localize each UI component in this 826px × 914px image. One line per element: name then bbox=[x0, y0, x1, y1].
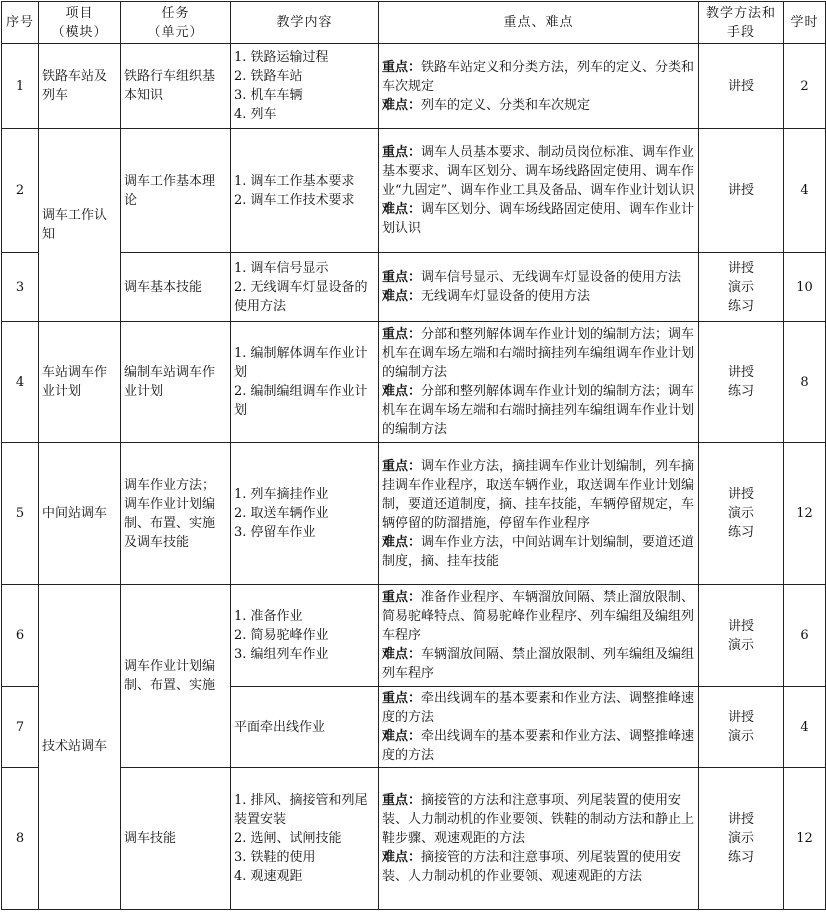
difficulty-text: 调车区划分、调车场线路固定使用、调车作业计划认识 bbox=[382, 202, 695, 236]
content-item: 1. 列车摘挂作业 bbox=[234, 487, 329, 502]
content-item: 4. 观速观距 bbox=[234, 869, 303, 884]
key-cell bbox=[379, 687, 699, 768]
key-text: 准备作业程序、车辆溜放间隔、禁止溜放限制、简易驼峰特点、简易驼峰作业程序、列车编组及编组列车程序 bbox=[382, 590, 695, 643]
difficulty-label: 难点： bbox=[382, 202, 422, 217]
table-row bbox=[2, 768, 826, 910]
content-cell: 平面牵出线作业 bbox=[231, 687, 379, 768]
content-item: 1. 准备作业 bbox=[234, 609, 303, 624]
difficulty-text: 无线调车灯显设备的使用方法 bbox=[421, 289, 591, 304]
method-cell: 讲授 演示 练习 bbox=[699, 768, 784, 910]
content-item: 2. 取送车辆作业 bbox=[234, 506, 329, 521]
key-point bbox=[382, 143, 695, 200]
hours-cell: 12 bbox=[784, 443, 826, 585]
key-label: 重点： bbox=[382, 458, 422, 474]
row-no: 6 bbox=[2, 585, 39, 687]
hours-cell: 6 bbox=[784, 585, 826, 687]
content-item: 3. 编组列车作业 bbox=[234, 647, 329, 662]
content-item: 2. 调车工作技术要求 bbox=[234, 192, 355, 208]
difficulty-text: 摘接管的方法和注意事项、列尾装置的使用安装、人力制动机的作业要领、观速观距的方法 bbox=[382, 850, 682, 884]
difficulty-label: 难点： bbox=[382, 97, 422, 113]
key-point bbox=[382, 58, 695, 96]
content-item: 2. 简易驼峰作业 bbox=[234, 628, 329, 643]
table-row bbox=[2, 253, 826, 322]
content-item: 3. 机车车辆 bbox=[234, 88, 303, 103]
hours-cell: 4 bbox=[784, 687, 826, 768]
key-cell bbox=[379, 443, 699, 585]
difficulty-label: 难点： bbox=[382, 384, 422, 399]
content-item: 1. 排风、摘接管和列尾装置安装 bbox=[234, 793, 368, 827]
difficulty-point bbox=[382, 533, 695, 571]
row-no: 7 bbox=[2, 687, 39, 768]
content-item: 1. 编制解体调车作业计划 bbox=[234, 346, 368, 380]
row-no: 5 bbox=[2, 443, 39, 585]
content-item: 2. 铁路车站 bbox=[234, 69, 303, 84]
key-cell bbox=[379, 322, 699, 443]
key-text: 摘接管的方法和注意事项、列尾装置的使用安装、人力制动机的作业要领、铁鞋的制动方法和静止上鞋步骤、观速观距的方法 bbox=[382, 793, 695, 846]
project-cell: 车站调车作业计划 bbox=[39, 322, 121, 443]
method-cell: 讲授 演示 bbox=[699, 585, 784, 687]
key-cell bbox=[379, 44, 699, 129]
key-point bbox=[382, 791, 695, 848]
difficulty-point bbox=[382, 382, 695, 439]
table-row bbox=[2, 322, 826, 443]
project-cell: 中间站调车 bbox=[39, 443, 121, 585]
header-content: 教学内容 bbox=[231, 2, 379, 44]
table-row bbox=[2, 129, 826, 253]
key-label: 重点： bbox=[382, 590, 422, 605]
header-method: 教学方法和手段 bbox=[699, 2, 784, 44]
key-point bbox=[382, 588, 695, 645]
key-point bbox=[382, 457, 695, 533]
content-item: 2. 选闸、试闸技能 bbox=[234, 831, 342, 846]
content-item: 4. 列车 bbox=[234, 107, 277, 122]
difficulty-text: 牵出线调车的基本要素和作业方法、调整推峰速度的方法 bbox=[382, 729, 695, 763]
key-text: 铁路车站定义和分类方法，列车的定义、分类和车次规定 bbox=[382, 59, 695, 94]
hours-cell: 4 bbox=[784, 129, 826, 253]
method-cell: 讲授 练习 bbox=[699, 322, 784, 443]
key-text: 调车信号显示、无线调车灯显设备的使用方法 bbox=[421, 270, 682, 285]
key-cell bbox=[379, 129, 699, 253]
task-cell: 调车作业方法；调车作业计划编制、布置、实施及调车技能 bbox=[121, 443, 231, 585]
row-no: 2 bbox=[2, 129, 39, 253]
key-text: 牵出线调车的基本要素和作业方法、调整推峰速度的方法 bbox=[382, 691, 695, 725]
difficulty-text: 车辆溜放间隔、禁止溜放限制、列车编组及编组列车程序 bbox=[382, 647, 695, 681]
content-cell bbox=[231, 585, 379, 687]
header-key: 重点、难点 bbox=[379, 2, 699, 44]
difficulty-text: 列车的定义、分类和车次规定 bbox=[421, 97, 591, 113]
hours-cell: 10 bbox=[784, 253, 826, 322]
difficulty-label: 难点： bbox=[382, 647, 422, 662]
project-cell: 调车工作认知 bbox=[39, 129, 121, 322]
content-cell bbox=[231, 322, 379, 443]
row-no: 4 bbox=[2, 322, 39, 443]
key-label: 重点： bbox=[382, 270, 422, 285]
task-cell: 调车作业计划编制、布置、实施 bbox=[121, 585, 231, 768]
key-label: 重点： bbox=[382, 327, 422, 342]
project-cell: 铁路车站及列车 bbox=[39, 44, 121, 129]
header-no: 序号 bbox=[2, 2, 39, 44]
content-cell bbox=[231, 253, 379, 322]
content-item: 1. 铁路运输过程 bbox=[234, 50, 329, 65]
row-no: 3 bbox=[2, 253, 39, 322]
content-item: 1. 调车工作基本要求 bbox=[234, 173, 355, 189]
table-row bbox=[2, 44, 826, 129]
difficulty-point bbox=[382, 287, 695, 306]
content-cell bbox=[231, 129, 379, 253]
task-cell: 铁路行车组织基本知识 bbox=[121, 44, 231, 129]
task-cell: 调车工作基本理论 bbox=[121, 129, 231, 253]
key-label: 重点： bbox=[382, 59, 422, 75]
table-row bbox=[2, 443, 826, 585]
header-row bbox=[2, 2, 826, 44]
hours-cell: 2 bbox=[784, 44, 826, 129]
difficulty-label: 难点： bbox=[382, 850, 422, 865]
content-item: 1. 调车信号显示 bbox=[234, 260, 329, 276]
key-text: 调车人员基本要求、制动员岗位标准、调车作业基本要求、调车区划分、调车场线路固定使用、调车作业“九固定”、调车作业工具及备品、调车作业计划认识 bbox=[382, 145, 695, 198]
key-point bbox=[382, 268, 695, 287]
hours-cell: 12 bbox=[784, 768, 826, 910]
difficulty-point bbox=[382, 848, 695, 886]
difficulty-label: 难点： bbox=[382, 729, 422, 744]
key-text: 调车作业方法，摘挂调车作业计划编制，列车摘挂调车作业程序，取送车辆作业，取送调车作业计划编制，要道还道制度，摘、挂车技能，车辆停留规定，车辆停留的防溜措施，停留车作业程序 bbox=[382, 458, 695, 531]
content-item: 2. 编制编组调车作业计划 bbox=[234, 384, 368, 418]
method-cell: 讲授 bbox=[699, 129, 784, 253]
key-label: 重点： bbox=[382, 793, 422, 808]
key-label: 重点： bbox=[382, 691, 422, 706]
difficulty-point bbox=[382, 200, 695, 238]
project-cell: 技术站调车 bbox=[39, 585, 121, 910]
row-no: 8 bbox=[2, 768, 39, 910]
key-point bbox=[382, 325, 695, 382]
method-cell: 讲授 演示 bbox=[699, 687, 784, 768]
content-cell bbox=[231, 768, 379, 910]
content-item: 3. 铁鞋的使用 bbox=[234, 850, 316, 865]
difficulty-point bbox=[382, 727, 695, 765]
content-item: 3. 停留车作业 bbox=[234, 525, 316, 540]
header-task: 任务 （单元） bbox=[121, 2, 231, 44]
difficulty-text: 分部和整列解体调车作业计划的编制方法；调车机车在调车场左端和右端时摘挂列车编组调车作业计划的编制方法 bbox=[382, 384, 695, 437]
task-cell: 调车基本技能 bbox=[121, 253, 231, 322]
difficulty-text: 调车作业方法，中间站调车计划编制，要道还道制度，摘、挂车技能 bbox=[382, 534, 695, 569]
method-cell: 讲授 演示 练习 bbox=[699, 443, 784, 585]
header-hours: 学时 bbox=[784, 2, 826, 44]
key-cell bbox=[379, 768, 699, 910]
content-cell bbox=[231, 443, 379, 585]
course-plan-table bbox=[1, 1, 826, 910]
header-project: 项目 （模块） bbox=[39, 2, 121, 44]
row-no: 1 bbox=[2, 44, 39, 129]
key-cell bbox=[379, 585, 699, 687]
difficulty-point bbox=[382, 645, 695, 683]
key-label: 重点： bbox=[382, 145, 422, 160]
key-text: 分部和整列解体调车作业计划的编制方法；调车机车在调车场左端和右端时摘挂列车编组调车作业计划的编制方法 bbox=[382, 327, 695, 380]
task-cell: 调车技能 bbox=[121, 768, 231, 910]
content-item: 2. 无线调车灯显设备的使用方法 bbox=[234, 279, 368, 314]
method-cell: 讲授 bbox=[699, 44, 784, 129]
difficulty-point bbox=[382, 96, 695, 115]
task-cell: 编制车站调车作业计划 bbox=[121, 322, 231, 443]
table-row bbox=[2, 585, 826, 687]
hours-cell: 8 bbox=[784, 322, 826, 443]
key-point bbox=[382, 689, 695, 727]
key-cell bbox=[379, 253, 699, 322]
method-cell: 讲授 演示 练习 bbox=[699, 253, 784, 322]
content-cell bbox=[231, 44, 379, 129]
difficulty-label: 难点： bbox=[382, 289, 422, 304]
difficulty-label: 难点： bbox=[382, 534, 422, 550]
